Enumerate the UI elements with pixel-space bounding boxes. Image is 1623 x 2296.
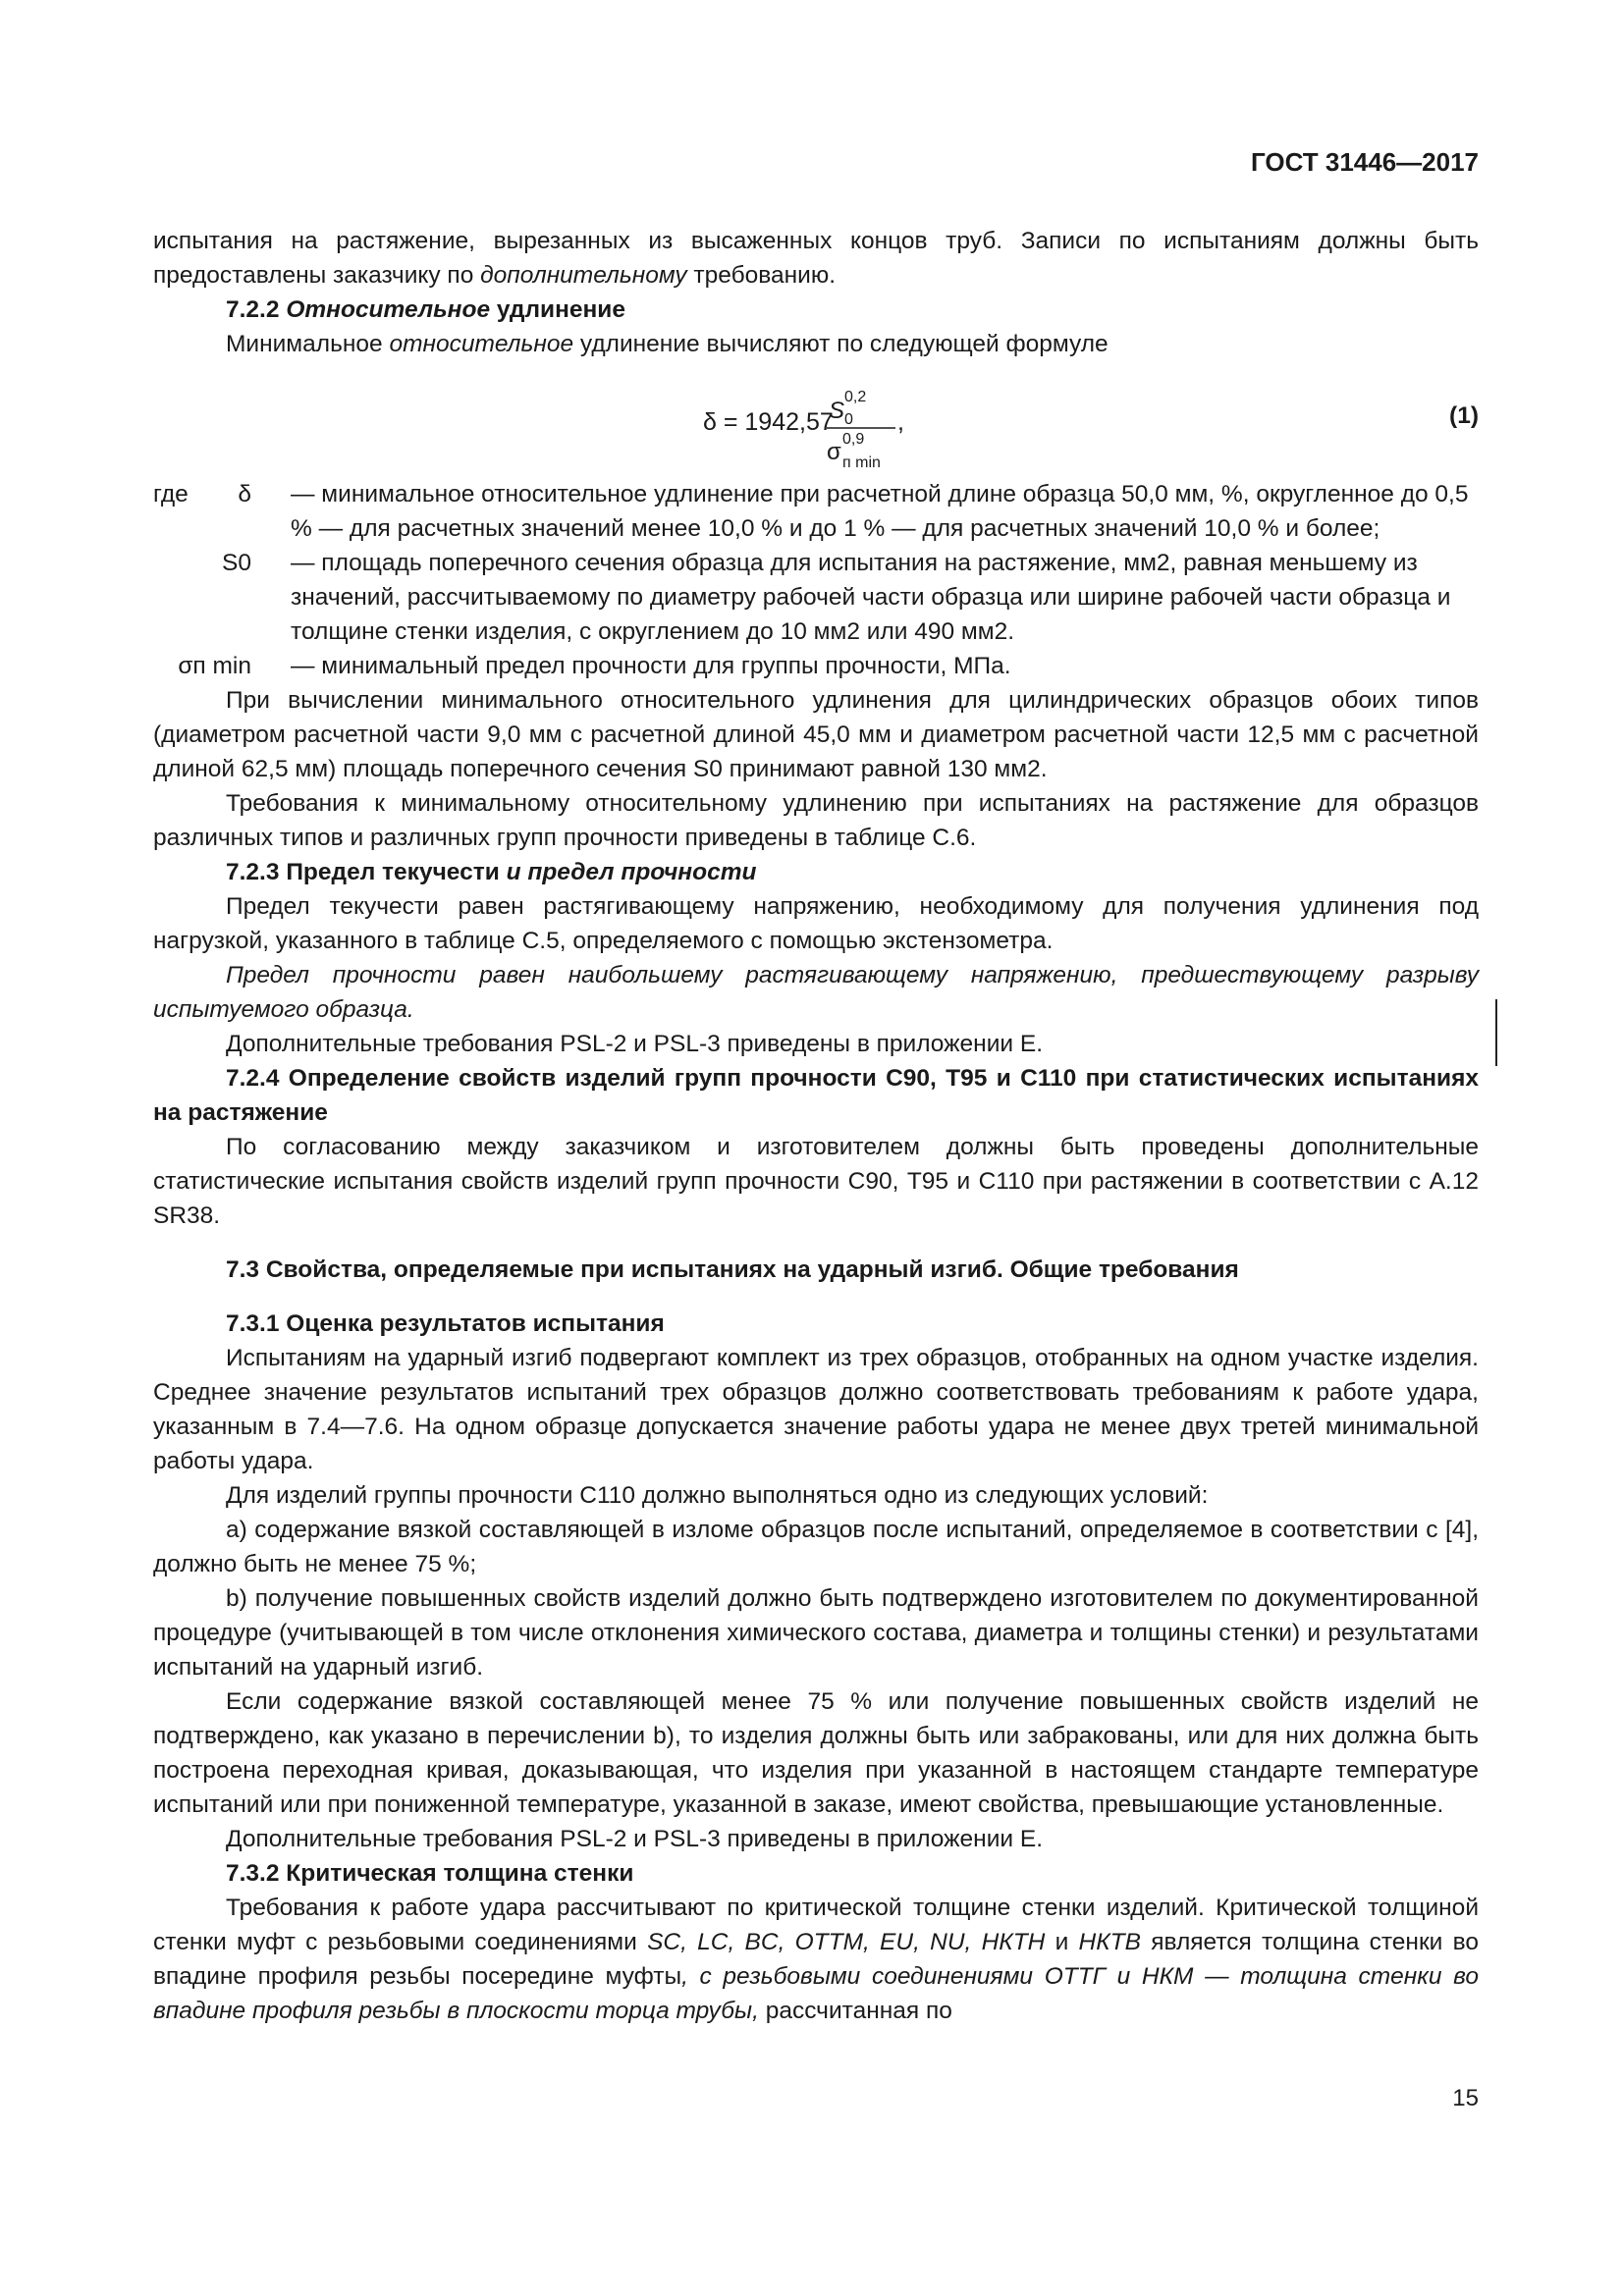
list-item-b: b) получение повышенных свойств изделий должно быть подтверждено изготовителем по документированной процедуре (учитывающей в том числе отклонения химического состава, диаметра и толщины стенки) и результатами испытаний на ударный изгиб.: [153, 1585, 1479, 1681]
formula-numerator-base: S: [829, 398, 845, 424]
paragraph-7-2-4: По согласованию между заказчиком и изготовителем должны быть проведены дополнительные статистические испытания свойств изделий групп прочности С90, Т95 и С110 при растяжении в соответствии с А.12 SR38.: [153, 1134, 1479, 1229]
paragraph-7-2-3-1: Предел текучести равен растягивающему напряжению, необходимому для получения удлинения под нагрузкой, указанного в таблице С.5, определяемого с помощью экстензометра.: [153, 893, 1479, 954]
paragraph-7-2-3-3: Дополнительные требования PSL-2 и PSL-3 приведены в приложении Е.: [226, 1031, 1044, 1057]
formula-1: [153, 361, 1479, 477]
formula-denominator-base: σ: [827, 439, 841, 465]
document-body: [153, 224, 1479, 2028]
legend-symbol: δ: [238, 481, 251, 507]
formula-legend: [153, 477, 1479, 683]
formula-numerator-sup: 0,2: [844, 389, 867, 405]
formula-comma: ,: [897, 408, 904, 436]
legend-item-delta: [153, 477, 1479, 546]
legend-text: — площадь поперечного сечения образца для испытания на растяжение, мм2, равная меньшему из значений, рассчитываемому по диаметру рабочей части образца или ширине рабочей части образца и толщине стенки изделия, с округлением до 10 мм2 или 490 мм2.: [291, 550, 1451, 645]
page-number: 15: [1452, 2085, 1479, 2111]
paragraph-7-3-1-3: Если содержание вязкой составляющей менее 75 % или получение повышенных свойств изделий не подтверждено, как указано в перечислении b), то изделия должны быть или забракованы, или для них должна быть построена переходная кривая, доказывающая, что изделия при указанной в настоящем стандарте температуре испытаний или при пониженной температуре, указанной в заказе, имеют свойства, превышающие установленные.: [153, 1688, 1479, 1818]
revision-mark: [1495, 999, 1497, 1066]
heading-7-2-3: 7.2.3 Предел текучести и предел прочности: [226, 859, 757, 885]
formula-denominator-sup: 0,9: [842, 431, 865, 448]
paragraph-7-2-3-2: Предел прочности равен наибольшему растягивающему напряжению, предшествующему разрыву испытуемого образца.: [153, 962, 1479, 1023]
heading-7-3: 7.3 Свойства, определяемые при испытаниях на ударный изгиб. Общие требования: [226, 1256, 1239, 1283]
intro-paragraph: испытания на растяжение, вырезанных из высаженных концов труб. Записи по испытаниям должны быть предоставлены заказчику по дополнительному требованию.: [153, 228, 1479, 289]
legend-text: — минимальный предел прочности для группы прочности, МПа.: [291, 653, 1011, 679]
legend-item-sigma: [153, 649, 1479, 683]
paragraph-requirements: Требования к минимальному относительному удлинению при испытаниях на растяжение для образцов различных типов и различных групп прочности приведены в таблице С.6.: [153, 790, 1479, 851]
heading-7-3-1: 7.3.1 Оценка результатов испытания: [226, 1310, 665, 1337]
formula-denominator-sub: п min: [842, 454, 881, 471]
paragraph-7-2-2: Минимальное относительное удлинение вычисляют по следующей формуле: [226, 331, 1109, 357]
paragraph-7-3-1-2: Для изделий группы прочности С110 должно выполняться одно из следующих условий:: [226, 1482, 1209, 1509]
legend-item-s0: [153, 546, 1479, 649]
paragraph-7-3-1-4: Дополнительные требования PSL-2 и PSL-3 приведены в приложении Е.: [226, 1826, 1044, 1852]
paragraph-calc: При вычислении минимального относительного удлинения для цилиндрических образцов обоих типов (диаметром расчетной части 9,0 мм с расчетной длиной 45,0 мм и диаметром расчетной части 12,5 мм с расчетной длиной 62,5 мм) площадь поперечного сечения S0 принимают равной 130 мм2.: [153, 687, 1479, 782]
legend-text: — минимальное относительное удлинение при расчетной длине образца 50,0 мм, %, округленное до 0,5 % — для расчетных значений менее 10,0 % и до 1 % — для расчетных значений 10,0 % и более;: [291, 481, 1469, 542]
heading-7-2-4: 7.2.4 Определение свойств изделий групп прочности С90, Т95 и С110 при статистических испытаниях на растяжение: [153, 1065, 1479, 1126]
legend-symbol: S0: [222, 550, 251, 576]
document-header: ГОСТ 31446—2017: [1251, 147, 1479, 177]
formula-lhs: δ = 1942,57: [703, 408, 834, 436]
list-item-a: а) содержание вязкой составляющей в изломе образцов после испытаний, определяемое в соответствии с [4], должно быть не менее 75 %;: [153, 1517, 1479, 1577]
legend-symbol: σп min: [178, 653, 251, 679]
heading-7-2-2: 7.2.2 Относительное удлинение: [226, 296, 625, 323]
paragraph-7-3-1-1: Испытаниям на ударный изгиб подвергают комплект из трех образцов, отобранных на одном участке изделия. Среднее значение результатов испытаний трех образцов должно соответствовать требованиям к работе удара, указанным в 7.4—7.6. На одном образце допускается значение работы удара не менее двух третей минимальной работы удара.: [153, 1345, 1479, 1474]
equation-number: (1): [1449, 402, 1479, 429]
formula-numerator-sub: 0: [844, 411, 853, 428]
formula-expression: [703, 361, 1115, 477]
paragraph-7-3-2: Требования к работе удара рассчитывают по критической толщине стенки изделий. Критической толщиной стенки муфт с резьбовыми соединениями SC, LC, BC, OTTM, EU, NU, НКТН и НКТВ является толщина стенки во впадине профиля резьбы посередине муфты, с резьбовыми соединениями ОТТГ и НКМ — толщина стенки во впадине профиля резьбы в плоскости торца трубы, рассчитанная по: [153, 1895, 1479, 2024]
document-page: [153, 0, 1479, 2296]
heading-7-3-2: 7.3.2 Критическая толщина стенки: [226, 1860, 634, 1887]
legend-where: где: [153, 481, 189, 507]
